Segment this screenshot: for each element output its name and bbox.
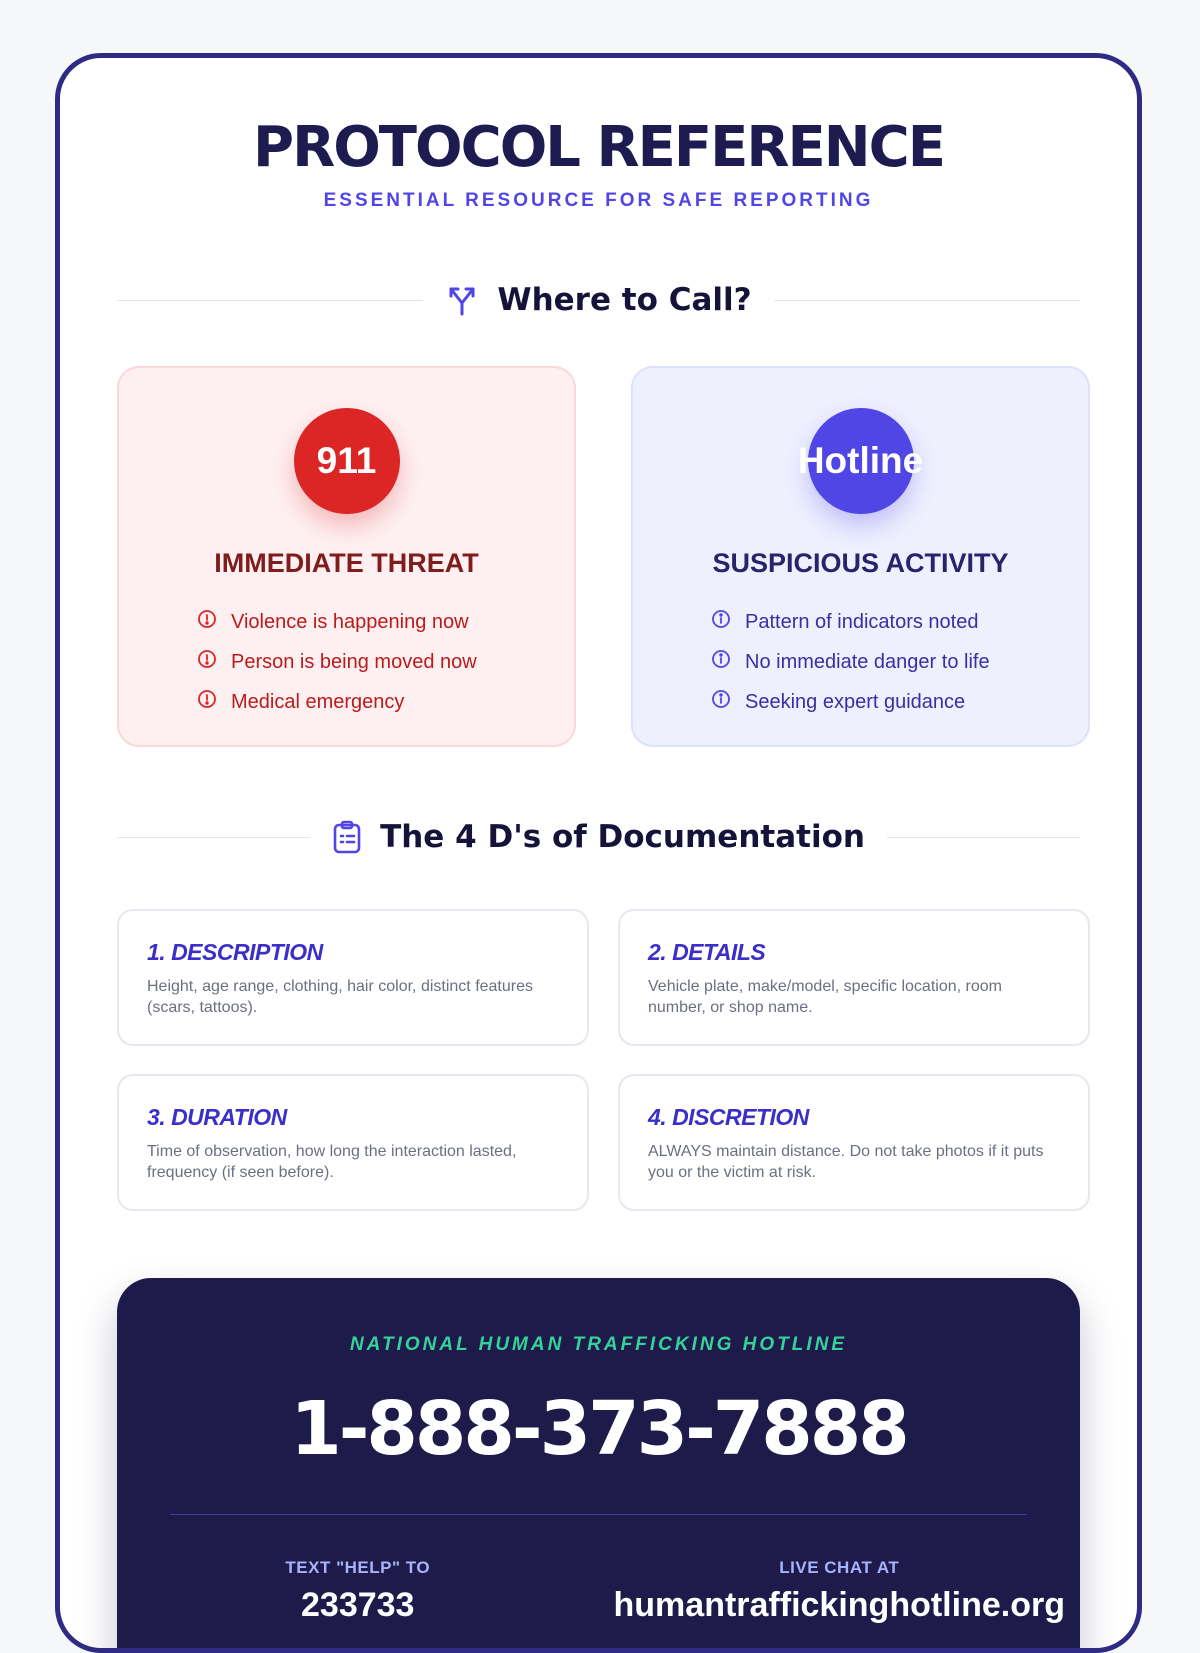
text-help-number[interactable]: 233733 bbox=[301, 1586, 415, 1624]
doc-title: 3. DURATION bbox=[147, 1104, 287, 1130]
live-chat-label: LIVE CHAT AT bbox=[779, 1558, 900, 1577]
divider bbox=[117, 837, 310, 838]
hotline-number[interactable]: 1-888-373-7888 bbox=[290, 1386, 907, 1472]
card-title: SUSPICIOUS ACTIVITY bbox=[712, 548, 1009, 578]
list-item-text: Pattern of indicators noted bbox=[745, 610, 979, 633]
page-subtitle: ESSENTIAL RESOURCE FOR SAFE REPORTING bbox=[323, 190, 874, 211]
divider bbox=[774, 300, 1080, 301]
card-title: IMMEDIATE THREAT bbox=[214, 548, 479, 578]
doc-card-duration bbox=[117, 1074, 589, 1211]
hotline-badge: Hotline bbox=[808, 408, 914, 514]
suspicious-activity-card bbox=[631, 366, 1090, 747]
doc-text: Vehicle plate, make/model, specific location, room number, or shop name. bbox=[648, 978, 1002, 1016]
doc-text: Height, age range, clothing, hair color, distinct features (scars, tattoos). bbox=[147, 978, 533, 1016]
live-chat-link[interactable]: humantraffickinghotline.org bbox=[613, 1586, 1065, 1624]
divider bbox=[117, 300, 423, 301]
clipboard-icon bbox=[332, 820, 362, 854]
list-item bbox=[197, 602, 574, 642]
list-item-text: Violence is happening now bbox=[231, 610, 469, 633]
info-circle-icon bbox=[711, 649, 731, 675]
doc-text: Time of observation, how long the interaction lasted, frequency (if seen before). bbox=[147, 1143, 517, 1181]
list-item bbox=[711, 602, 1088, 642]
doc-card-details bbox=[618, 909, 1090, 1046]
doc-title: 1. DESCRIPTION bbox=[147, 939, 323, 965]
doc-card-description bbox=[117, 909, 589, 1046]
live-chat-block bbox=[599, 1558, 1081, 1625]
where-to-call-header bbox=[117, 280, 1080, 320]
doc-text: ALWAYS maintain distance. Do not take photos if it puts you or the victim at risk. bbox=[648, 1143, 1044, 1181]
activity-list bbox=[633, 602, 1088, 722]
page-title: PROTOCOL REFERENCE bbox=[253, 115, 944, 180]
documentation-header bbox=[117, 817, 1080, 857]
info-circle-icon bbox=[711, 609, 731, 635]
emergency-badge: 911 bbox=[294, 408, 400, 514]
doc-card-discretion bbox=[618, 1074, 1090, 1211]
alert-circle-icon bbox=[197, 649, 217, 675]
alert-circle-icon bbox=[197, 689, 217, 715]
info-circle-icon bbox=[711, 689, 731, 715]
doc-title: 2. DETAILS bbox=[648, 939, 766, 965]
text-help-block bbox=[117, 1558, 599, 1625]
list-item-text: Person is being moved now bbox=[231, 650, 477, 673]
threat-list bbox=[119, 602, 574, 722]
divider bbox=[887, 837, 1080, 838]
hotline-panel bbox=[117, 1278, 1080, 1653]
section-title: Where to Call? bbox=[497, 282, 752, 318]
text-help-label: TEXT "HELP" TO bbox=[285, 1558, 431, 1577]
hotline-label: NATIONAL HUMAN TRAFFICKING HOTLINE bbox=[349, 1334, 848, 1355]
list-item-text: No immediate danger to life bbox=[745, 650, 990, 673]
split-arrow-icon bbox=[445, 283, 479, 317]
protocol-reference-card bbox=[55, 53, 1142, 1653]
doc-title: 4. DISCRETION bbox=[648, 1104, 809, 1130]
immediate-threat-card bbox=[117, 366, 576, 747]
list-item bbox=[197, 682, 574, 722]
alert-circle-icon bbox=[197, 609, 217, 635]
list-item bbox=[197, 642, 574, 682]
list-item bbox=[711, 682, 1088, 722]
section-title: The 4 D's of Documentation bbox=[380, 819, 865, 855]
divider bbox=[170, 1514, 1027, 1515]
list-item-text: Medical emergency bbox=[231, 690, 405, 713]
list-item bbox=[711, 642, 1088, 682]
list-item-text: Seeking expert guidance bbox=[745, 690, 966, 713]
